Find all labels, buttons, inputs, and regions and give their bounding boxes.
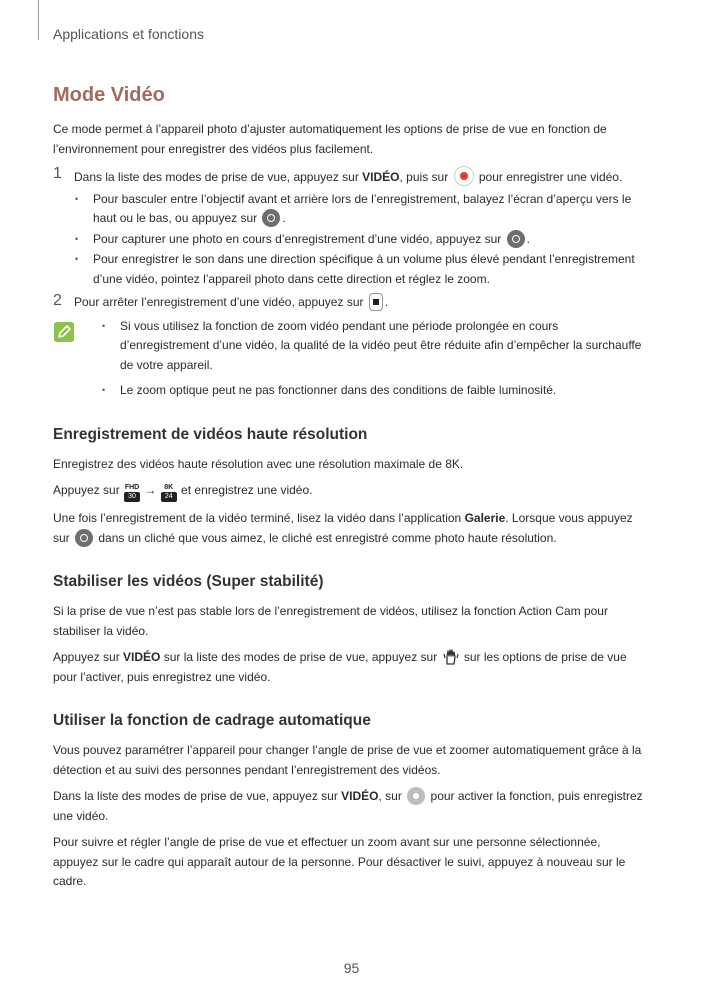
step-2: 2 Pour arrêter l’enregistrement d’une vidéo, appuyez sur .: [53, 292, 389, 309]
section-heading-stabilize: Stabiliser les vidéos (Super stabilité): [53, 573, 324, 590]
header-divider: [38, 0, 39, 40]
section-heading-autoframe: Utiliser la fonction de cadrage automatique: [53, 712, 371, 729]
note-item: • Le zoom optique peut ne pas fonctionner dans des conditions de faible luminosité.: [67, 381, 648, 401]
hires-paragraph: Enregistrez des vidéos haute résolution avec une résolution maximale de 8K.: [53, 456, 464, 471]
step-1-bullets: [53, 190, 648, 290]
page-number: 95: [343, 960, 360, 976]
mode-video-label: VIDÉO: [341, 789, 379, 803]
stabilize-paragraph: Appuyez sur VIDÉO sur la liste des modes de prise de vue, appuyez sur sur les options de prise de vue pour l’activer, puis enregistrez une vidéo.: [53, 650, 627, 684]
list-item: • Pour capturer une photo en cours d’enregistrement d’une vidéo, appuyez sur .: [53, 230, 648, 250]
stop-button-icon: [369, 293, 383, 311]
section-header: Applications et fonctions: [53, 26, 204, 42]
section-heading-hires: Enregistrement de vidéos haute résolution: [53, 425, 368, 443]
intro-paragraph: Ce mode permet à l’appareil photo d’ajuster automatiquement les options de prise de vue en fonction de l’environnement pour enregistrer des vidéos plus facilement.: [53, 122, 607, 156]
hires-paragraph: Une fois l’enregistrement de la vidéo terminé, lisez la vidéo dans l’application Galerie. Lorsque vous appuyez sur dans un cliché que vous aimez, le cliché est enregistré comme photo haute résolution.: [53, 511, 633, 545]
capture-photo-icon: [507, 230, 525, 248]
step-1: 1 Dans la liste des modes de prise de vue, appuyez sur VIDÉO, puis sur pour enregistrer une vidéo.: [53, 165, 623, 184]
autoframe-paragraph: Dans la liste des modes de prise de vue, appuyez sur VIDÉO, sur pour activer la fonction, puis enregistrez une vidéo.: [53, 789, 643, 823]
record-button-icon: [454, 166, 474, 186]
switch-camera-icon: [262, 209, 280, 227]
note-item: • Si vous utilisez la fonction de zoom vidéo pendant une période prolongée en cours d’enregistrement d’une vidéo, la qualité de la vidéo peut être réduite afin d’empêcher la surchauffe de votre appareil.: [67, 317, 648, 376]
note-block: [53, 317, 648, 401]
autoframe-paragraph: Pour suivre et régler l’angle de prise de vue et effectuer un zoom avant sur une personne sélectionnée, appuyez sur le cadre qui apparaît autour de la personne. Pour désactiver le suivi, appuyez à nouveau sur le cadre.: [53, 835, 626, 888]
page-title: Mode Vidéo: [53, 84, 165, 106]
autoframe-paragraph: Vous pouvez paramétrer l’appareil pour changer l’angle de prise de vue et zoomer automatiquement grâce à la détection et au suivi des personnes pendant l’enregistrement des vidéos.: [53, 743, 642, 777]
step-number: 1: [53, 165, 62, 182]
list-item: • Pour basculer entre l’objectif avant et arrière lors de l’enregistrement, balayez l’écran d’aperçu vers le haut ou le bas, ou appuyez sur .: [53, 190, 648, 229]
auto-framing-icon: [407, 787, 425, 805]
capture-photo-icon: [75, 529, 93, 547]
mode-video-label: VIDÉO: [362, 170, 400, 184]
mode-video-label: VIDÉO: [123, 650, 161, 664]
8k-resolution-icon: 8K 24: [161, 484, 177, 502]
step-number: 2: [53, 292, 62, 309]
hires-paragraph: Appuyez sur FHD 30 → 8K 24 et enregistrez une vidéo.: [53, 483, 313, 500]
gallery-app-label: Galerie: [464, 511, 506, 525]
fhd-resolution-icon: FHD 30: [124, 484, 140, 500]
page-content: [53, 82, 648, 899]
super-steady-hand-icon: [443, 648, 459, 665]
stabilize-paragraph: Si la prise de vue n’est pas stable lors de l’enregistrement de vidéos, utilisez la fonction Action Cam pour stabiliser la vidéo.: [53, 604, 608, 638]
list-item: • Pour enregistrer le son dans une direction spécifique à un volume plus élevé pendant l’enregistrement d’une vidéo, pointez l’appareil photo dans cette direction et réglez le zoom.: [53, 250, 648, 289]
